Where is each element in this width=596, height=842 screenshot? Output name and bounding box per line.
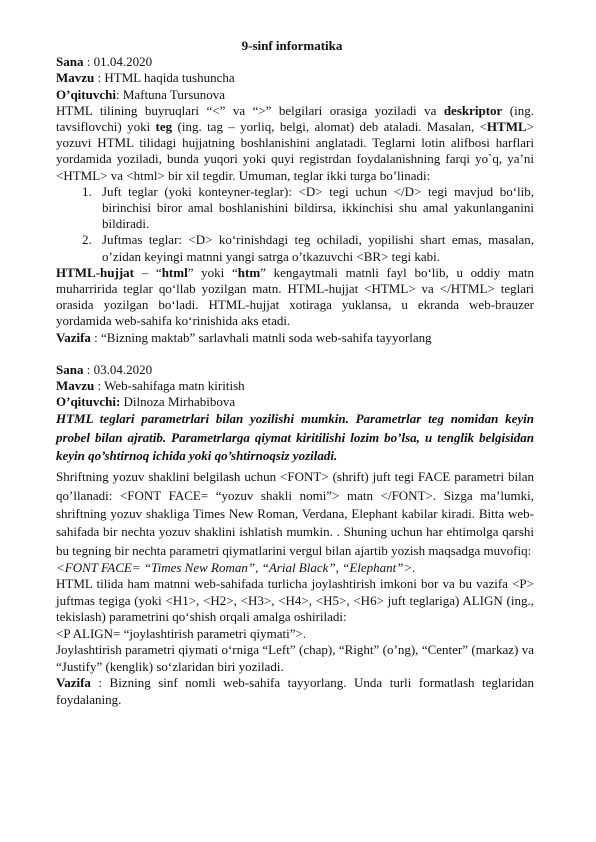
task-value: : Bizning sinf nomli web-sahifa tayyorlang. Unda turli formatlash teglaridan foydalaning.	[56, 675, 534, 707]
date-label: Sana	[56, 361, 84, 377]
term-ext-html: html	[161, 264, 188, 280]
date-value: : 03.04.2020	[83, 361, 153, 377]
list-item	[82, 184, 534, 233]
text-run: – “	[134, 264, 162, 280]
tag-types-list	[56, 184, 534, 265]
lesson-2-paragraph-3: Joylashtirish parametri qiymati o‘rniga “Left” (chap), “Right” (o’ng), “Center” (markaz) va “Justify” (kenglik) so‘zlaridan biri yoziladi.	[56, 642, 534, 674]
topic-label: Mavzu	[56, 70, 95, 86]
document-page	[56, 38, 534, 708]
term-ext-htm: htm	[237, 264, 261, 280]
lesson-1-date	[56, 54, 534, 70]
term-deskriptor: deskriptor	[443, 102, 503, 118]
list-number: 2.	[82, 232, 92, 248]
list-text: Juftmas teglar: <D> ko‘rinishdagi teg ochiladi, yopilishi shart emas, masalan, o’zidan keyingi matnni yangi satrga o’tkazuvchi <BR> tegi kabi.	[102, 232, 534, 264]
lesson-1-task	[56, 330, 534, 346]
lesson-2-paragraph-1: Shriftning yozuv shaklini belgilash uchun <FONT> (shrift) juft tegi FACE parametri bilan qo’llanadi: <FONT FACE= “yozuv shakli nomi”> matn </FONT>. Sizga ma’lumki, shriftning yozuv shakliga Times New Roman, Verdana, Elephant kabilar kiradi. Bitta web-sahifada bir nechta yozuv shaklini ishlatish mumkin. . Shuning uchun har ehtimolga qarshi bu tegning bir nechta parametri qiymatlarini vergul bilan ajartib yozish maqsadga muvofiq:	[56, 469, 534, 558]
teacher-value: : Maftuna Tursunova	[115, 86, 226, 102]
lesson-2-intro: HTML teglari parametrlari bilan yozilishi mumkin. Parametrlar teg nomidan keyin probel bilan ajratib. Parametrlarga qiymat kiritilishi lozim bo’lsa, u tenglik belgisidan keyin qo’shtirnoq ichida yoki qo’shtirnoqsiz yoziladi.	[56, 411, 534, 464]
document-title: 9-sinf informatika	[241, 38, 343, 53]
teacher-value: Dilnoza Mirhabibova	[120, 394, 236, 410]
list-item	[82, 232, 534, 264]
date-value: : 01.04.2020	[83, 54, 153, 70]
lesson-2	[56, 362, 534, 708]
text-run: (ing. tag – yorliq, belgi, alomat) deb ataladi. Masalan, <	[172, 119, 487, 135]
lesson-2-teacher	[56, 394, 534, 410]
term-teg: teg	[155, 119, 173, 135]
teacher-label: O’qituvchi	[56, 86, 116, 102]
date-label: Sana	[56, 54, 84, 70]
topic-label: Mavzu	[56, 378, 95, 394]
task-value: : “Bizning maktab” sarlavhali matnli soda web-sahifa tayyorlang	[90, 329, 432, 345]
text-run: ” yoki “	[187, 264, 238, 280]
list-text: Juft teglar (yoki konteyner-teglar): <D> tegi uchun </D> tegi mavjud bo‘lib, birinchisi biror amal boshlanishini bildirsa, ikkinchisi shu amal yakunlanganini bildiradi.	[102, 183, 534, 232]
lesson-1	[56, 54, 534, 346]
lesson-2-paragraph-2: HTML tilida ham matnni web-sahifada turlicha joylashtirish imkoni bor va bu vazifa <P> juftmas tegiga (yoki <H1>, <H2>, <H3>, <H4>, <H5>, <H6> juft teglariga) ALIGN (ing., tekislash) parametrini qo‘shish orqali amalga oshiriladi:	[56, 576, 534, 625]
list-number: 1.	[82, 183, 92, 199]
font-face-example: <FONT FACE= “Times New Roman”, “Arial Black”, “Elephant”>.	[56, 559, 416, 575]
align-example: <P ALIGN= “joylashtirish parametri qiymati”>.	[56, 625, 307, 641]
term-html: HTML	[486, 119, 527, 135]
lesson-2-topic	[56, 378, 534, 394]
topic-value: : Web-sahifaga matn kiritish	[94, 378, 245, 394]
lesson-1-paragraph-2	[56, 265, 534, 330]
lesson-1-topic	[56, 70, 534, 86]
lesson-2-date	[56, 362, 534, 378]
lesson-1-paragraph-1	[56, 103, 534, 184]
text-run: (ing. tavsiflovchi) yoki	[56, 102, 534, 135]
lesson-1-teacher	[56, 87, 534, 103]
text-run: HTML tilining buyruqlari “<” va “>” belgilari orasiga yoziladi va	[56, 102, 444, 118]
section-gap	[56, 346, 534, 362]
text-run: > yozuvi HTML tilidagi hujjatning boshlanishini anglatadi. Teglarni lotin alifbosi harflari yordamida yoziladi, bunda yuqori yoki quyi registrdan foydalanishning farqi yo`q, ya’ni <HTML> va <html> bir xil tegdir. Umuman, teglar ikki turga bo’linadi:	[56, 119, 534, 183]
term-html-hujjat: HTML-hujjat	[56, 264, 134, 280]
teacher-label: O’qituvchi:	[56, 394, 121, 410]
text-run: ” kengaytmali matnli fayl bo‘lib, u oddiy matn muharririda teglar qo‘llab yozilgan matn. HTML-hujjat <HTML> va </HTML> teglari orasida yozilgan bo‘ladi. HTML-hujjat xotiraga yuklansa, u ekranda web-brauzer yordamida web-sahifa ko‘rinishida aks etadi.	[56, 264, 534, 329]
task-label: Vazifa	[56, 675, 91, 691]
task-label: Vazifa	[56, 329, 91, 345]
lesson-2-task	[56, 675, 534, 708]
topic-value: : HTML haqida tushuncha	[94, 70, 235, 86]
